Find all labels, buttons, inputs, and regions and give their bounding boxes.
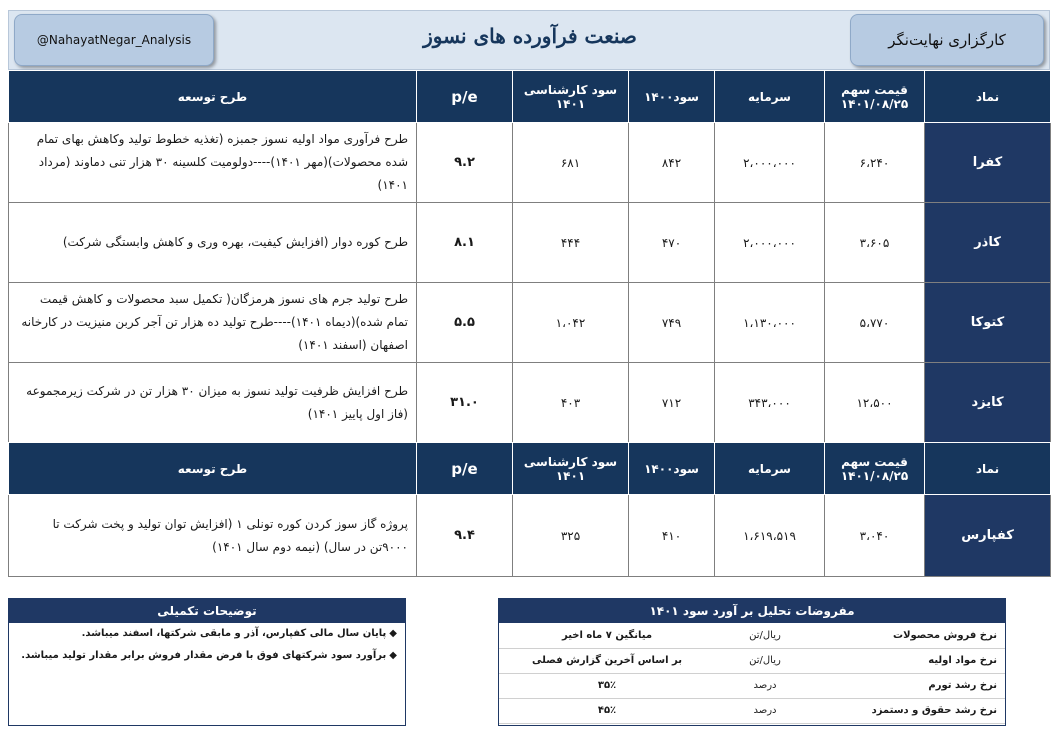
table-header-row bbox=[9, 71, 1051, 123]
cell-capital: ۲،۰۰۰،۰۰۰ bbox=[715, 203, 825, 283]
table-row bbox=[9, 123, 1051, 203]
cell-price: ۱۲،۵۰۰ bbox=[825, 363, 925, 443]
cell-plan: پروژه گاز سوز کردن کوره تونلی ۱ (افزایش توان تولید و پخت شرکت تا ۹۰۰۰تن در سال) (نیمه دوم سال ۱۴۰۱) bbox=[9, 495, 417, 577]
assumptions-title: مفروضات تحلیل بر آورد سود ۱۴۰۱ bbox=[499, 599, 1005, 623]
col-expert-profit: سود کارشناسی ۱۴۰۱ bbox=[513, 443, 629, 495]
cell-plan: طرح تولید جرم های نسوز هرمزگان( تکمیل سبد محصولات و کاهش قیمت تمام شده)(دیماه ۱۴۰۱)----طرح تولید ده هزار تن آجر کربن منیزیت در کارخانه اصفهان (اسفند ۱۴۰۱) bbox=[9, 283, 417, 363]
cell-capital: ۱،۱۳۰،۰۰۰ bbox=[715, 283, 825, 363]
cell-pe: ۸.۱ bbox=[417, 203, 513, 283]
assumption-row bbox=[499, 673, 1005, 698]
assumption-name: نرخ رشد حقوق و دستمزد bbox=[815, 698, 1005, 723]
note-text: برآورد سود شرکتهای فوق با فرض مقدار فروش برابر مقدار تولید میباشد. bbox=[21, 650, 387, 661]
cell-pe: ۹.۲ bbox=[417, 123, 513, 203]
table-header-row bbox=[9, 443, 1051, 495]
cell-pe: ۵.۵ bbox=[417, 283, 513, 363]
col-capital: سرمایه bbox=[715, 443, 825, 495]
assumption-value: بر اساس آخرین گزارش فصلی bbox=[499, 648, 715, 673]
cell-expert-profit: ۶۸۱ bbox=[513, 123, 629, 203]
assumptions-table bbox=[499, 623, 1005, 724]
brand-badge: کارگزاری نهایت‌نگر bbox=[850, 14, 1044, 66]
table-row bbox=[9, 203, 1051, 283]
assumption-unit: ریال/تن bbox=[715, 648, 815, 673]
cell-expert-profit: ۱،۰۴۲ bbox=[513, 283, 629, 363]
col-profit1400: سود۱۴۰۰ bbox=[629, 71, 715, 123]
cell-price: ۶،۲۴۰ bbox=[825, 123, 925, 203]
cell-profit1400: ۷۴۹ bbox=[629, 283, 715, 363]
cell-plan: طرح کوره دوار (افزایش کیفیت، بهره وری و کاهش وابستگی شرکت) bbox=[9, 203, 417, 283]
cell-pe: ۳۱.۰ bbox=[417, 363, 513, 443]
cell-symbol: کتوکا bbox=[925, 283, 1051, 363]
note-item bbox=[9, 645, 405, 667]
cell-expert-profit: ۳۲۵ bbox=[513, 495, 629, 577]
cell-plan: طرح فرآوری مواد اولیه نسوز جمبزه (تغذیه خطوط تولید وکاهش بهای تمام شده محصولات)(مهر ۱۴۰۱)----دولومیت کلسینه ۳۰ هزار تنی دماوند (مرداد ۱۴۰۱) bbox=[9, 123, 417, 203]
table-row bbox=[9, 283, 1051, 363]
cell-pe: ۹.۴ bbox=[417, 495, 513, 577]
cell-price: ۳،۶۰۵ bbox=[825, 203, 925, 283]
cell-symbol: کفرا bbox=[925, 123, 1051, 203]
col-capital: سرمایه bbox=[715, 71, 825, 123]
col-plan: طرح توسعه bbox=[9, 71, 417, 123]
assumption-unit: ریال/تن bbox=[715, 623, 815, 648]
assumption-row bbox=[499, 623, 1005, 648]
bullet-icon: ◆ bbox=[389, 650, 397, 661]
col-pe: p/e bbox=[417, 443, 513, 495]
page-title: صنعت فرآورده های نسوز bbox=[423, 24, 637, 48]
assumption-value: ۳۵٪ bbox=[499, 673, 715, 698]
col-symbol: نماد bbox=[925, 443, 1051, 495]
assumptions-panel bbox=[498, 598, 1006, 726]
cell-price: ۳،۰۴۰ bbox=[825, 495, 925, 577]
cell-plan: طرح افزایش ظرفیت تولید نسوز به میزان ۳۰ هزار تن در شرکت زیرمجموعه (فاز اول پاییز ۱۴۰۱) bbox=[9, 363, 417, 443]
note-text: پایان سال مالی کفپارس، آذر و مابقی شرکتها، اسفند میباشد. bbox=[81, 628, 387, 639]
assumption-value: میانگین ۷ ماه اخیر bbox=[499, 623, 715, 648]
cell-capital: ۳۴۳،۰۰۰ bbox=[715, 363, 825, 443]
cell-symbol: کفپارس bbox=[925, 495, 1051, 577]
cell-symbol: کایزد bbox=[925, 363, 1051, 443]
col-symbol: نماد bbox=[925, 71, 1051, 123]
bullet-icon: ◆ bbox=[389, 628, 397, 639]
assumption-name: نرخ فروش محصولات bbox=[815, 623, 1005, 648]
cell-profit1400: ۴۱۰ bbox=[629, 495, 715, 577]
companies-table-2 bbox=[8, 442, 1051, 577]
col-price: قیمت سهم ۱۴۰۱/۰۸/۲۵ bbox=[825, 443, 925, 495]
cell-profit1400: ۴۷۰ bbox=[629, 203, 715, 283]
companies-table bbox=[8, 70, 1051, 443]
assumption-row bbox=[499, 648, 1005, 673]
assumption-row bbox=[499, 698, 1005, 723]
notes-panel bbox=[8, 598, 406, 726]
cell-profit1400: ۸۴۲ bbox=[629, 123, 715, 203]
cell-capital: ۲،۰۰۰،۰۰۰ bbox=[715, 123, 825, 203]
assumption-value: ۴۵٪ bbox=[499, 698, 715, 723]
col-profit1400: سود۱۴۰۰ bbox=[629, 443, 715, 495]
col-price: قیمت سهم ۱۴۰۱/۰۸/۲۵ bbox=[825, 71, 925, 123]
cell-price: ۵،۷۷۰ bbox=[825, 283, 925, 363]
note-item bbox=[9, 623, 405, 645]
cell-capital: ۱،۶۱۹،۵۱۹ bbox=[715, 495, 825, 577]
col-pe: p/e bbox=[417, 71, 513, 123]
cell-expert-profit: ۴۴۴ bbox=[513, 203, 629, 283]
cell-symbol: کاذر bbox=[925, 203, 1051, 283]
notes-title: توضیحات تکمیلی bbox=[9, 599, 405, 623]
assumption-unit: درصد bbox=[715, 673, 815, 698]
cell-expert-profit: ۴۰۳ bbox=[513, 363, 629, 443]
col-expert-profit: سود کارشناسی ۱۴۰۱ bbox=[513, 71, 629, 123]
table-row bbox=[9, 495, 1051, 577]
assumption-unit: درصد bbox=[715, 698, 815, 723]
table-row bbox=[9, 363, 1051, 443]
assumption-name: نرخ رشد تورم bbox=[815, 673, 1005, 698]
assumption-name: نرخ مواد اولیه bbox=[815, 648, 1005, 673]
cell-profit1400: ۷۱۲ bbox=[629, 363, 715, 443]
col-plan: طرح توسعه bbox=[9, 443, 417, 495]
handle-badge: @NahayatNegar_Analysis bbox=[14, 14, 214, 66]
